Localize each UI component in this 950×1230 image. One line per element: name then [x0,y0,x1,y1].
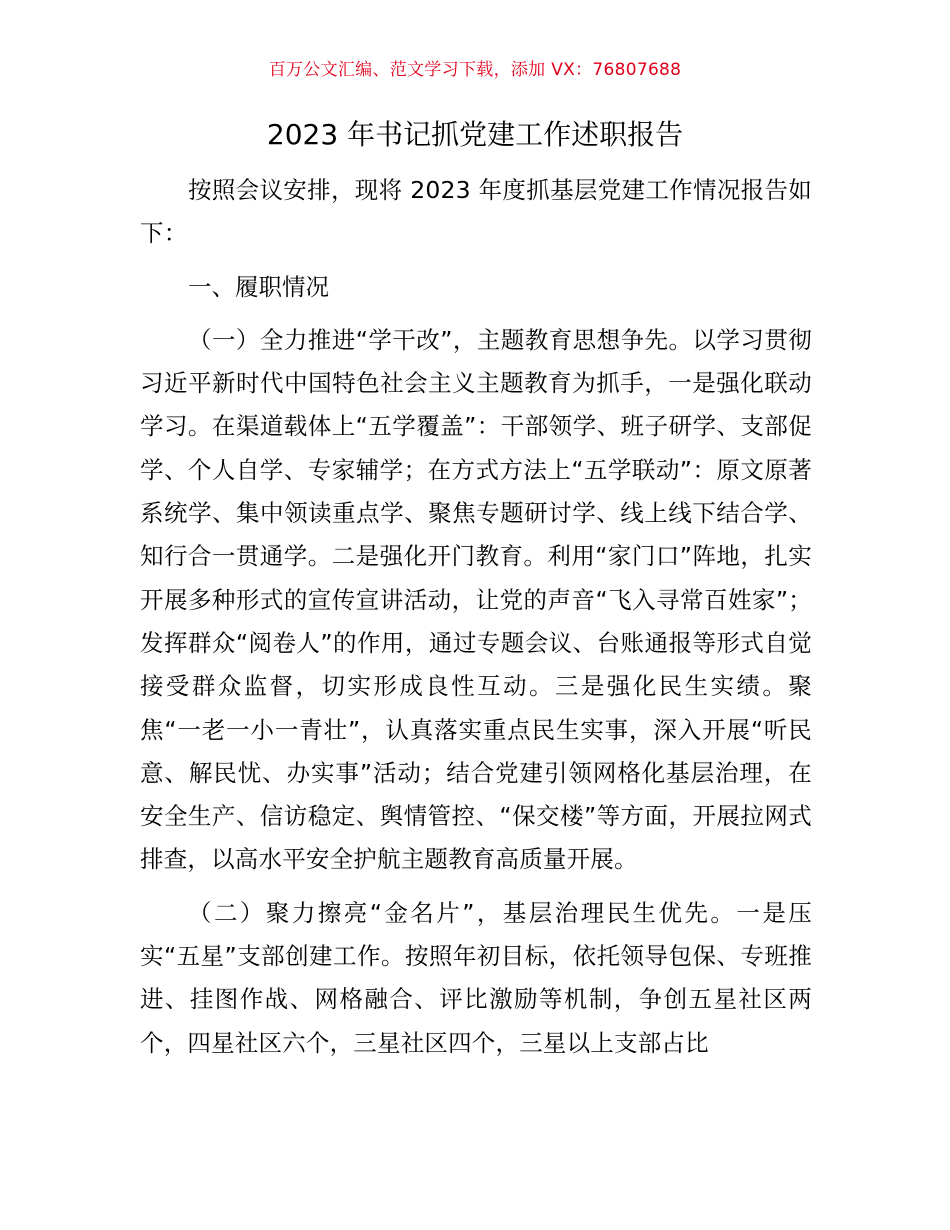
paragraph-theme-education: （一）全力推进“学干改”，主题教育思想争先。以学习贯彻习近平新时代中国特色社会主义主题教育为抓手，一是强化联动学习。在渠道载体上“五学覆盖”：干部领学、班子研学、支部促学、个人自学、专家辅学；在方式方法上“五学联动”：原文原著系统学、集中领读重点学、聚焦专题研讨学、线上线下结合学、知行合一贯通学。二是强化开门教育。利用“家门口”阵地，扎实开展多种形式的宣传宣讲活动，让党的声音“飞入寻常百姓家”；发挥群众“阅卷人”的作用，通过专题会议、台账通报等形式自觉接受群众监督，切实形成良性互动。三是强化民生实绩。聚焦“一老一小一青壮”，认真落实重点民生实事，深入开展“听民意、解民忧、办实事”活动；结合党建引领网格化基层治理，在安全生产、信访稳定、舆情管控、“保交楼”等方面，开展拉网式排查，以高水平安全护航主题教育高质量开展。 [140,325,812,874]
section-heading-performance: 一、履职情况 [188,272,329,301]
intro-paragraph: 按照会议安排，现将 2023 年度抓基层党建工作情况报告如下： [140,176,812,248]
paragraph-grassroots-governance: （二）聚力擦亮“金名片”，基层治理民生优先。一是压实“五星”支部创建工作。按照年初目标，依托领导包保、专班推进、挂图作战、网格融合、评比激励等机制，争创五星社区两个，四星社区六个，三星社区四个，三星以上支部占比 [140,898,812,1057]
document-body [140,169,812,1075]
page-title: 2023 年书记抓党建工作述职报告 [266,118,684,151]
header-download-note: 百万公文汇编、范文学习下载，添加 VX：76807688 [268,60,682,80]
